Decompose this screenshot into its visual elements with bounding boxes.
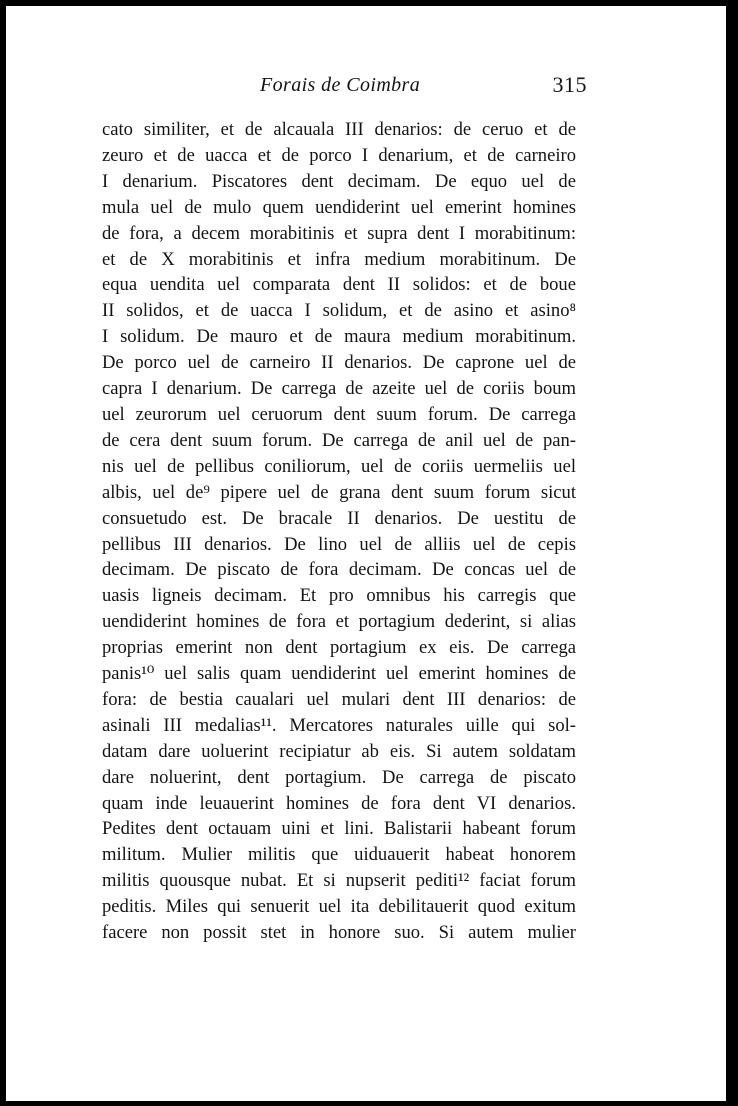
text-line: II solidos, et de uacca I solidum, et de asino et asino⁸ [102, 300, 576, 322]
text-line: decimam. De piscato de fora decimam. De concas uel de [102, 559, 576, 581]
text-line: dare noluerint, dent portagium. De carrega de piscato [102, 766, 576, 788]
text-line: pellibus III denarios. De lino uel de alliis uel de cepis [102, 533, 576, 555]
text-line: de cera dent suum forum. De carrega de anil uel de pan- [102, 429, 576, 451]
text-line: fora: de bestia caualari uel mulari dent III denarios: de [102, 688, 576, 710]
text-line: et de X morabitinis et infra medium morabitinum. De [102, 248, 576, 270]
text-line: militis quousque nubat. Et si nupserit pediti¹² faciat forum [102, 870, 576, 892]
text-line: albis, uel de⁹ pipere uel de grana dent suum forum sicut [102, 481, 576, 503]
text-line: panis¹⁰ uel salis quam uendiderint uel emerint homines de [102, 663, 576, 685]
text-line: zeuro et de uacca et de porco I denarium, et de carneiro [102, 144, 576, 166]
text-line: peditis. Miles qui senuerit uel ita debilitauerit quod exitum [102, 896, 576, 918]
scan-edge [726, 0, 738, 1106]
text-line: I denarium. Piscatores dent decimam. De equo uel de [102, 170, 576, 192]
text-line: de fora, a decem morabitinis et supra dent I morabitinum: [102, 222, 576, 244]
text-line: capra I denarium. De carrega de azeite uel de coriis boum [102, 378, 576, 400]
text-line: nis uel de pellibus coniliorum, uel de coriis uermeliis uel [102, 455, 576, 477]
text-line: equa uendita uel comparata dent II solidos: et de boue [102, 274, 576, 296]
text-line: Pedites dent octauam uini et lini. Balistarii habeant forum [102, 818, 576, 840]
running-title: Forais de Coimbra [260, 74, 421, 96]
text-line: datam dare uoluerint recipiatur ab eis. Si autem soldatam [102, 740, 576, 762]
text-line: militum. Mulier militis que uiduauerit habeat honorem [102, 844, 576, 866]
text-line: uendiderint homines de fora et portagium dederint, si alias [102, 611, 576, 633]
text-line: I solidum. De mauro et de maura medium morabitinum. [102, 326, 576, 348]
text-line: cato similiter, et de alcauala III denarios: de ceruo et de [102, 119, 576, 140]
text-line: facere non possit stet in honore suo. Si autem mulier [102, 922, 576, 944]
text-line: De porco uel de carneiro II denarios. De caprone uel de [102, 352, 576, 374]
text-line: proprias emerint non dent portagium ex eis. De carrega [102, 637, 576, 659]
text-line: consuetudo est. De bracale II denarios. De uestitu de [102, 507, 576, 529]
text-line: quam inde leuauerint homines de fora dent VI denarios. [102, 792, 576, 814]
text-line: uasis ligneis decimam. Et pro omnibus his carregis que [102, 585, 576, 607]
page-number: 315 [552, 72, 587, 97]
page-header [102, 72, 589, 102]
text-line: mula uel de mulo quem uendiderint uel emerint homines [102, 196, 576, 218]
text-line: asinali III medalias¹¹. Mercatores naturales uille qui sol- [102, 714, 576, 736]
body-text [102, 117, 576, 946]
text-line: uel zeurorum uel ceruorum dent suum forum. De carrega [102, 403, 576, 425]
